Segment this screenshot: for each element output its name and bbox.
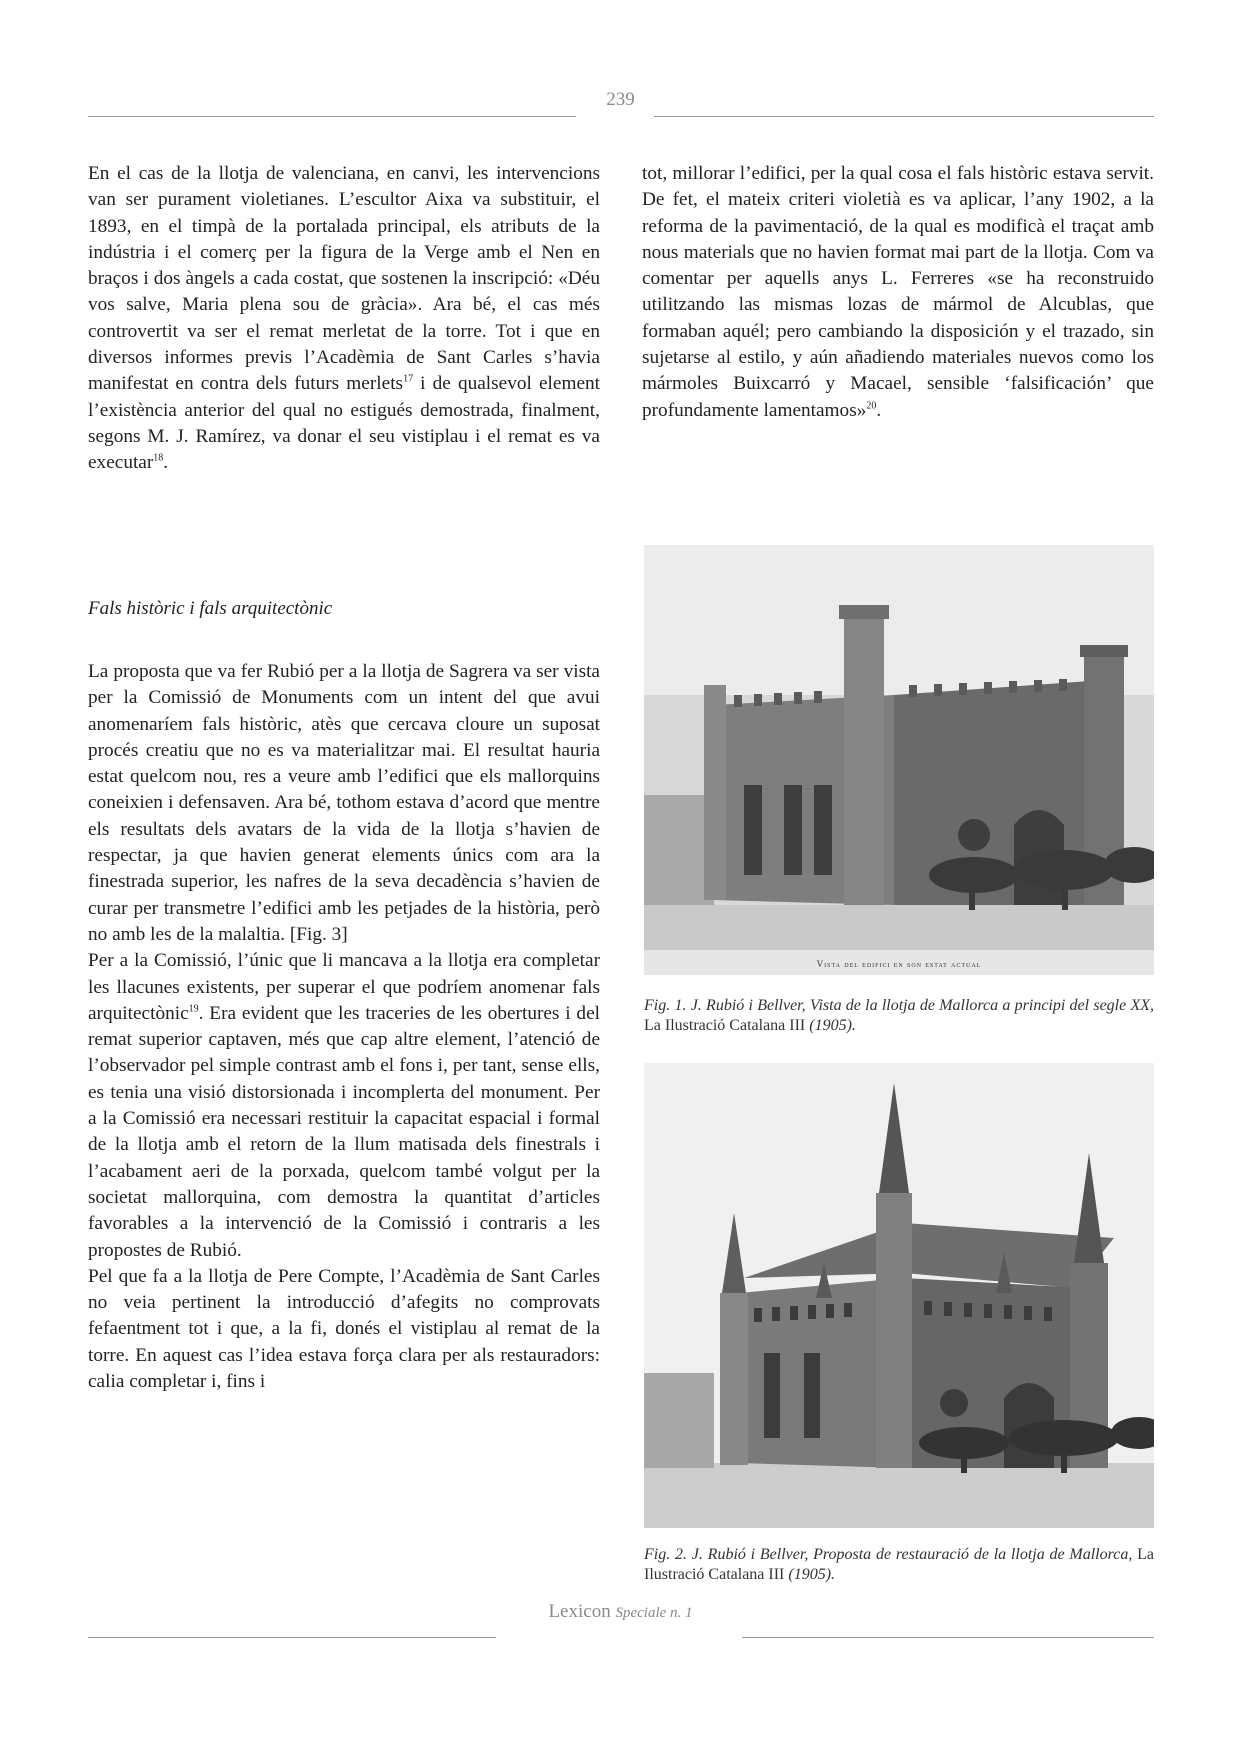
left-column-top — [88, 161, 600, 477]
figure-1-caption: Fig. 1. J. Rubió i Bellver, Vista de la llotja de Mallorca a principi del segle XX, La Ilustració Catalana III (1905). — [644, 997, 1154, 1034]
building-drawing-icon — [644, 1063, 1154, 1528]
paragraph: tot, millorar l’edifici, per la qual cosa el fals històric estava servit. De fet, el mateix criteri violetià es va aplicar, l’any 1902, a la reforma de la pavimentació, de la qual es modificà el traçat amb nous materials que no havien format mai part de la llotja. Com va comentar per aquells anys L. Ferreres «se ha reconstruido utilitzando las mismas lozas de mármol de Alcublas, que formaban aquél; pero cambiando la disposición y el trazado, sin sujetarse al estilo, y aún añadiendo materiales nuevos como los mármoles Buixcarró y Macael, sensible ‘falsificación’ que profundamente lamentamos»$^{20}$. — [642, 163, 1154, 421]
figure-1-inner-caption: Vista del edifici en son estat actual — [816, 959, 982, 969]
journal-issue: Speciale n. 1 — [615, 1605, 693, 1621]
footnote-ref-19[interactable]: 19 — [188, 1003, 199, 1015]
paragraph: Per a la Comissió, l’únic que li mancava a la llotja era completar les llacunes existents, per superar el que podríem anomenar fals arquitectònic$^{19}$. Era evident que les traceries de les obertures i del remat superior captaven, més que cap altre element, l’atenció de l’observador pel simple contrast amb el fons i, per tant, sense ells, es tenia una visió distorsionada i incomplerta del monument. Per a la Comissió era necessari restituir la capacitat espacial i formal de la llotja amb el retorn de la llum matisada dels finestrals i l’acabament aeri de la porxada, quelcom també volgut per la societat mallorquina, com demostra la quantitat d’articles favorables a la intervenció de la Comissió i contraris a les propostes de Rubió. — [88, 950, 600, 1261]
figure-1-photo — [644, 545, 1154, 975]
right-column-top — [642, 161, 1154, 424]
building-photo-icon — [644, 545, 1154, 975]
paragraph: La proposta que va fer Rubió per a la llotja de Sagrera va ser vista per la Comissió de Monuments com un intent del que avui anomenaríem fals històric, atès que cercava cloure un suposat procés creatiu que no es va materialitzar mai. El resultat hauria estat quelcom nou, res a veure amb l’edifici que els mallorquins coneixien i defensaven. Ara bé, tothom estava d’acord que mentre els resultats dels avatars de la vida de la llotja s’havien de respectar, ja que havien generat elements únics com ara la finestrada superior, les nafres de la seva decadència s’havien de curar per transmetre l’edifici amb les petjades de la història, però no amb les de la malaltia. [Fig. 3] — [88, 661, 600, 945]
header-rule-left — [88, 116, 576, 117]
page-number: 239 — [606, 89, 635, 110]
paragraph: En el cas de la llotja de valenciana, en canvi, les intervencions van ser purament violetianes. L’escultor Aixa va substituir, el 1893, en el timpà de la portalada principal, els atributs de la indústria i el comerç per la figura de la Verge amb el Nen en braços i dos àngels a cada costat, que sostenen la inscripció: «Déu vos salve, Maria plena sou de gràcia». Ara bé, el cas més controvertit va ser el remat merletat de la torre. Tot i que en diversos informes previs l’Acadèmia de Sant Carles s’havia manifestat en contra dels futurs merlets$^{17}$ i de qualsevol element l’existència anterior del qual no estigués demostrada, finalment, segons M. J. Ramírez, va donar el seu vistiplau i el remat es va executar$^{18}$. — [88, 163, 601, 474]
footer-rule-right — [742, 1637, 1154, 1638]
footer-rule-left — [88, 1637, 496, 1638]
footnote-ref-17[interactable]: 17 — [403, 373, 414, 385]
figure-2-drawing — [644, 1063, 1154, 1528]
left-column-body — [88, 659, 600, 1395]
figure-2-caption: Fig. 2. J. Rubió i Bellver, Proposta de restauració de la llotja de Mallorca, La Ilustració Catalana III (1905). — [644, 1546, 1155, 1583]
header-rule-right — [654, 116, 1154, 117]
section-heading: Fals històric i fals arquitectònic — [88, 598, 333, 619]
paragraph: Pel que fa a la llotja de Pere Compte, l’Acadèmia de Sant Carles no veia pertinent la introducció d’afegits no comprovats fefaentment tot i que, a la fi, donés el vistiplau al remat de la torre. En aquest cas l’idea estava força clara per als restauradors: calia completar i, fins i — [88, 1265, 600, 1393]
footnote-ref-20[interactable]: 20 — [866, 400, 877, 412]
footnote-ref-18[interactable]: 18 — [153, 452, 164, 464]
journal-footer — [0, 1601, 1241, 1623]
journal-name: Lexicon — [548, 1601, 611, 1622]
